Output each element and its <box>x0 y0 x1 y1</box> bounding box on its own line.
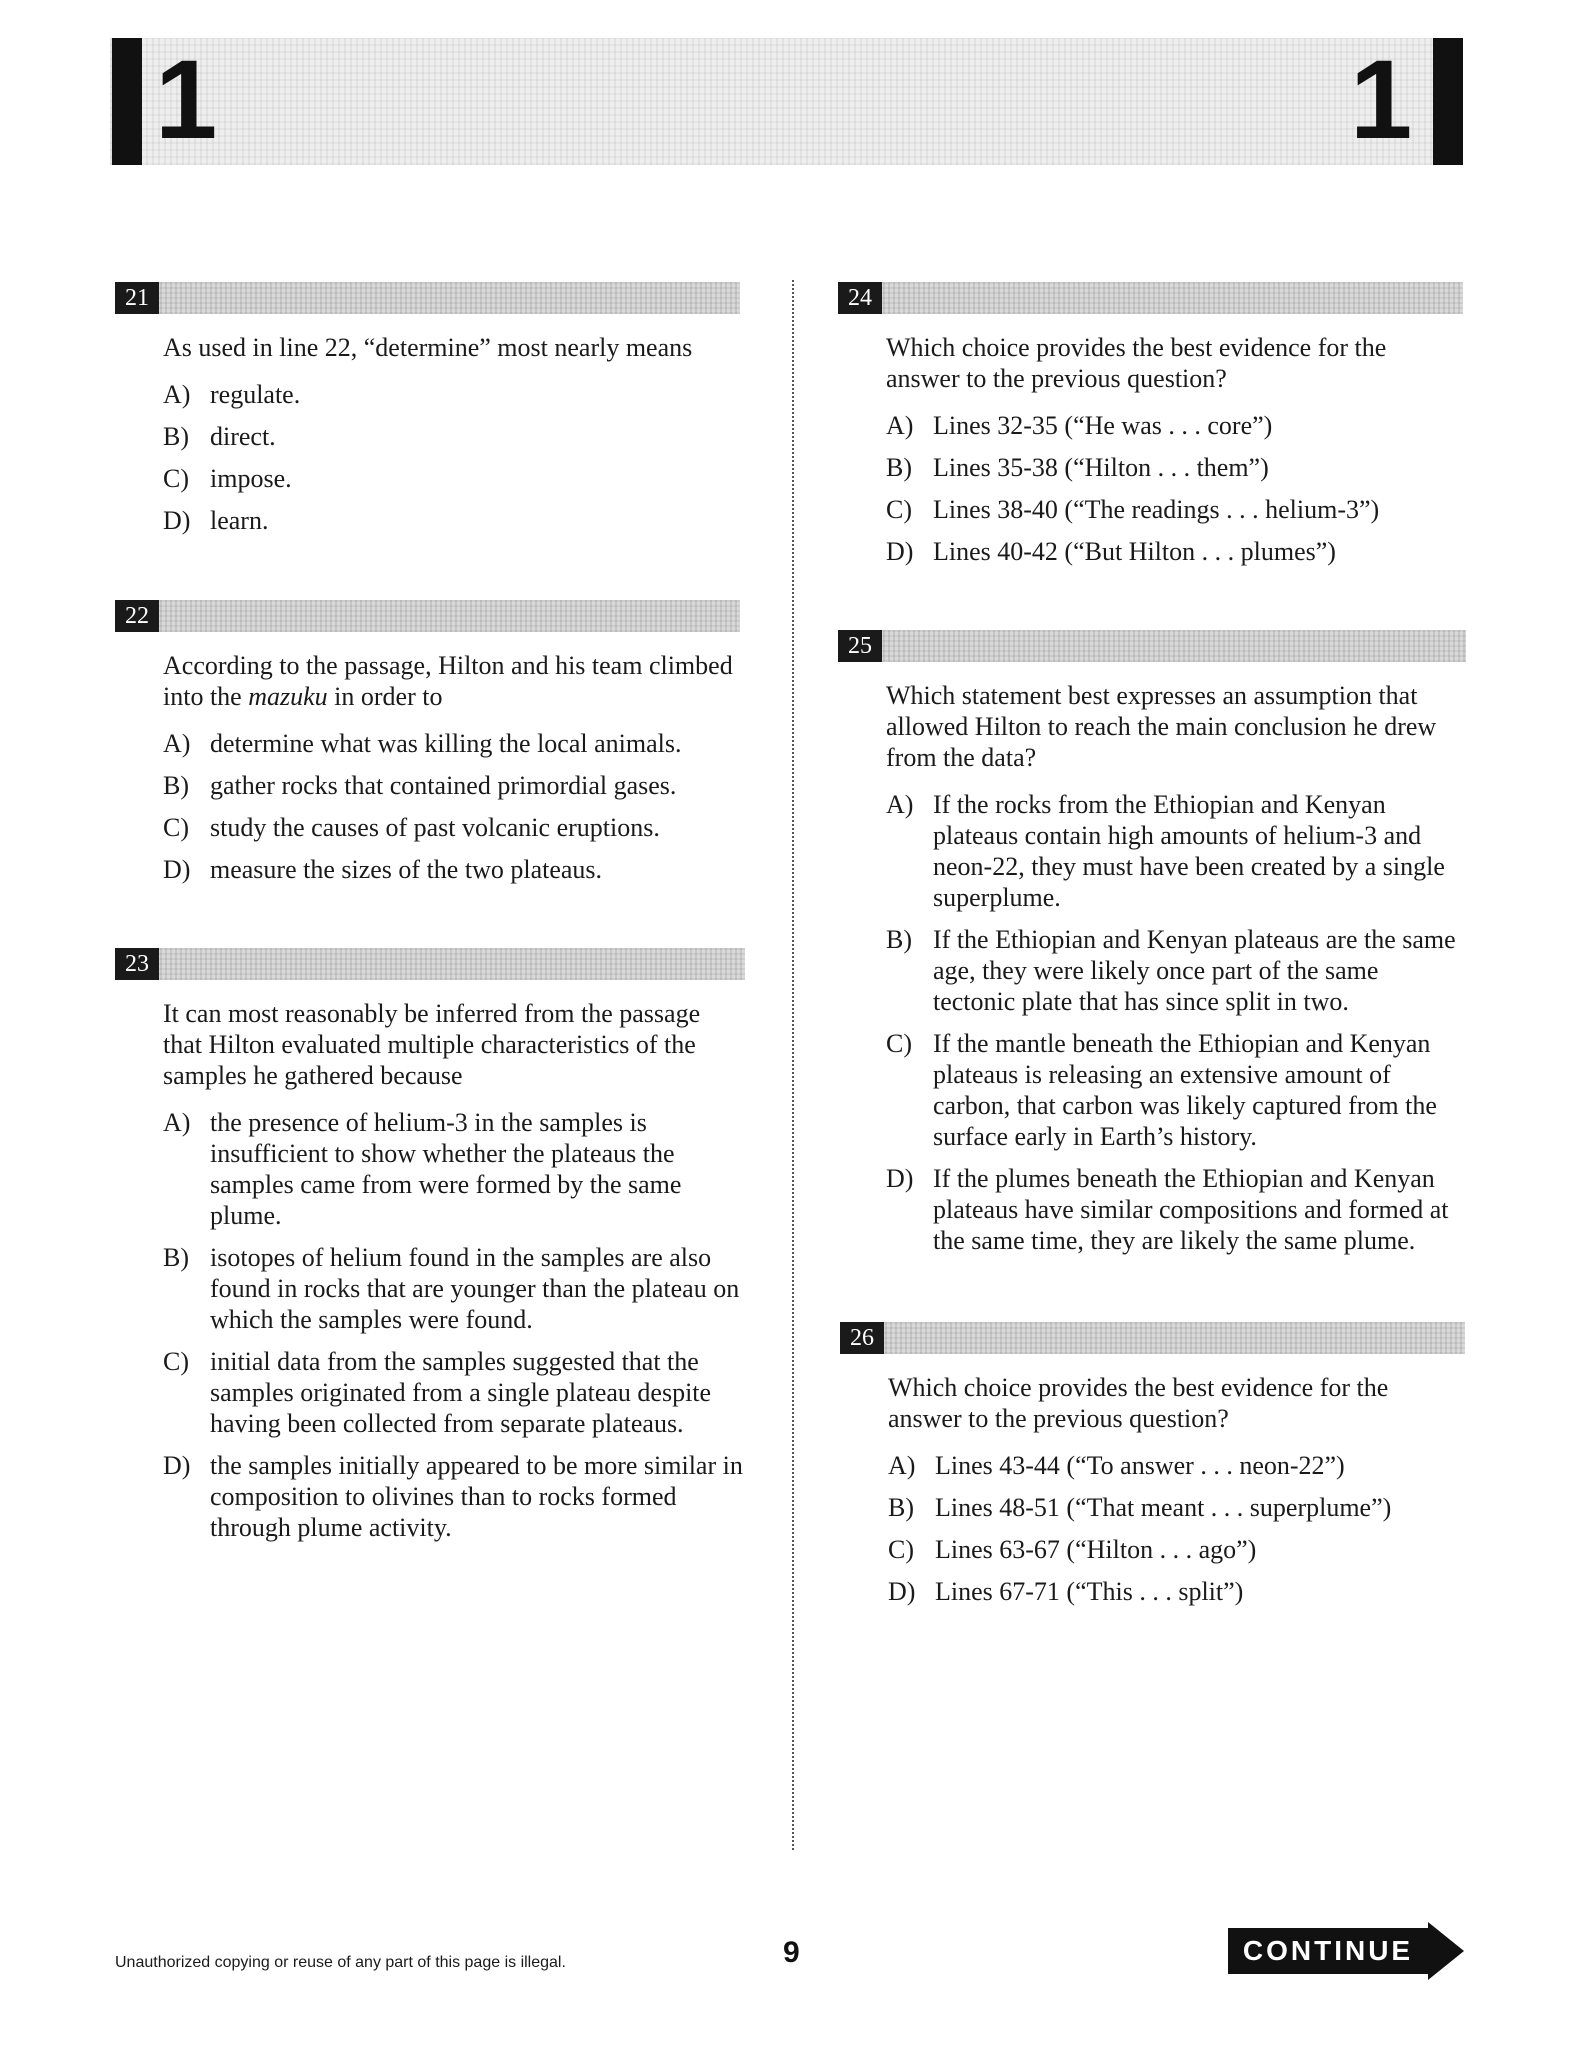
choice-text: the presence of helium-3 in the samples is insufficient to show whether the plateaus the samples came from were formed by the same plume. <box>210 1108 682 1230</box>
answer-choices <box>163 1107 745 1543</box>
choice-letter: C) <box>886 495 912 524</box>
section-marker-bar-left <box>112 38 142 165</box>
choice-letter: D) <box>886 1164 914 1193</box>
answer-choice-c[interactable] <box>886 1028 1466 1152</box>
choice-text: study the causes of past volcanic eruptions. <box>210 813 660 842</box>
question-number: 26 <box>840 1322 884 1354</box>
question-header-bar <box>840 1322 1465 1354</box>
question-stem: Which choice provides the best evidence for the answer to the previous question? <box>888 1373 1389 1433</box>
stem-text: According to the passage, Hilton and his team climbed into the <box>163 651 733 711</box>
copyright-notice: Unauthorized copying or reuse of any part of this page is illegal. <box>115 1954 566 1971</box>
answer-choice-d[interactable] <box>886 536 1463 567</box>
question-number: 21 <box>115 282 159 314</box>
question-stem: As used in line 22, “determine” most nearly means <box>163 333 693 362</box>
question-number: 22 <box>115 600 159 632</box>
section-marker-bar-right <box>1433 38 1463 165</box>
choice-letter: D) <box>163 506 191 535</box>
choice-text: impose. <box>210 464 292 493</box>
answer-choices <box>163 728 740 885</box>
choice-letter: A) <box>886 411 914 440</box>
choice-letter: B) <box>163 422 189 451</box>
choice-text: If the plumes beneath the Ethiopian and Kenyan plateaus have similar compositions and formed at the same time, they are likely the same plume. <box>933 1164 1449 1255</box>
choice-letter: A) <box>888 1451 916 1480</box>
answer-choice-a[interactable] <box>886 789 1466 913</box>
choice-text: isotopes of helium found in the samples are also found in rocks that are younger than the plateau on which the samples were found. <box>210 1243 740 1334</box>
choice-text: Lines 40-42 (“But Hilton . . . plumes”) <box>933 537 1336 566</box>
answer-choice-c[interactable] <box>163 812 740 843</box>
choice-text: Lines 35-38 (“Hilton . . . them”) <box>933 453 1269 482</box>
answer-choice-a[interactable] <box>163 728 740 759</box>
question-21 <box>115 282 740 547</box>
column-divider <box>792 280 794 1850</box>
stem-text-end: in order to <box>327 682 443 711</box>
choice-letter: C) <box>163 464 189 493</box>
section-header-band <box>110 38 1460 165</box>
choice-letter: B) <box>163 1243 189 1272</box>
page-number: 9 <box>783 1936 800 1969</box>
section-number-right: 1 <box>1350 37 1413 162</box>
question-25 <box>838 630 1466 1267</box>
question-header-bar <box>115 282 740 314</box>
question-22 <box>115 600 740 896</box>
choice-text: direct. <box>210 422 276 451</box>
choice-letter: A) <box>163 729 191 758</box>
choice-letter: A) <box>163 1108 191 1137</box>
question-header-bar <box>115 948 745 980</box>
choice-letter: D) <box>888 1577 916 1606</box>
choice-letter: A) <box>886 790 914 819</box>
answer-choice-b[interactable] <box>163 421 740 452</box>
answer-choice-b[interactable] <box>886 924 1466 1017</box>
choice-text: Lines 63-67 (“Hilton . . . ago”) <box>935 1535 1257 1564</box>
answer-choice-b[interactable] <box>163 1242 745 1335</box>
question-header-bar <box>115 600 740 632</box>
continue-button[interactable] <box>1228 1922 1468 1980</box>
answer-choice-b[interactable] <box>163 770 740 801</box>
question-header-bar <box>838 282 1463 314</box>
answer-choice-c[interactable] <box>163 463 740 494</box>
question-number: 23 <box>115 948 159 980</box>
choice-letter: B) <box>886 453 912 482</box>
question-stem: Which statement best expresses an assumption that allowed Hilton to reach the main conclusion he drew from the data? <box>886 681 1437 772</box>
choice-letter: C) <box>886 1029 912 1058</box>
continue-label: CONTINUE <box>1242 1935 1414 1966</box>
choice-letter: C) <box>888 1535 914 1564</box>
question-number: 24 <box>838 282 882 314</box>
choice-text: measure the sizes of the two plateaus. <box>210 855 603 884</box>
choice-text: regulate. <box>210 380 301 409</box>
choice-text: Lines 67-71 (“This . . . split”) <box>935 1577 1244 1606</box>
choice-text: gather rocks that contained primordial gases. <box>210 771 677 800</box>
answer-choice-a[interactable] <box>888 1450 1465 1481</box>
answer-choice-d[interactable] <box>163 854 740 885</box>
choice-text: Lines 38-40 (“The readings . . . helium-3”) <box>933 495 1380 524</box>
question-23 <box>115 948 745 1554</box>
question-number: 25 <box>838 630 882 662</box>
answer-choices <box>886 410 1463 567</box>
question-stem: It can most reasonably be inferred from the passage that Hilton evaluated multiple characteristics of the samples he gathered because <box>163 999 701 1090</box>
question-header-bar <box>838 630 1466 662</box>
choice-text: Lines 32-35 (“He was . . . core”) <box>933 411 1273 440</box>
choice-letter: D) <box>886 537 914 566</box>
question-24 <box>838 282 1463 578</box>
answer-choices <box>163 379 740 536</box>
section-number-left: 1 <box>155 37 218 162</box>
choice-letter: B) <box>886 925 912 954</box>
answer-choice-c[interactable] <box>888 1534 1465 1565</box>
answer-choice-c[interactable] <box>163 1346 745 1439</box>
choice-text: the samples initially appeared to be more similar in composition to olivines than to rocks formed through plume activity. <box>210 1451 743 1542</box>
question-stem: Which choice provides the best evidence for the answer to the previous question? <box>886 333 1387 393</box>
choice-letter: D) <box>163 855 191 884</box>
choice-letter: B) <box>163 771 189 800</box>
answer-choice-d[interactable] <box>886 1163 1466 1256</box>
choice-text: Lines 43-44 (“To answer . . . neon-22”) <box>935 1451 1345 1480</box>
answer-choice-a[interactable] <box>163 1107 745 1231</box>
answer-choice-b[interactable] <box>886 452 1463 483</box>
question-26 <box>840 1322 1465 1618</box>
choice-letter: A) <box>163 380 191 409</box>
choice-letter: B) <box>888 1493 914 1522</box>
choice-text: learn. <box>210 506 269 535</box>
answer-choice-d[interactable] <box>163 505 740 536</box>
answer-choices <box>888 1450 1465 1607</box>
question-stem <box>163 650 740 712</box>
choice-text: initial data from the samples suggested that the samples originated from a single plateau despite having been collected from separate plateaus. <box>210 1347 712 1438</box>
choice-text: If the Ethiopian and Kenyan plateaus are the same age, they were likely once part of the same tectonic plate that has since split in two. <box>933 925 1456 1016</box>
answer-choice-c[interactable] <box>886 494 1463 525</box>
choice-text: Lines 48-51 (“That meant . . . superplume”) <box>935 1493 1392 1522</box>
answer-choice-b[interactable] <box>888 1492 1465 1523</box>
stem-italic-term: mazuku <box>248 682 328 711</box>
choice-letter: C) <box>163 1347 189 1376</box>
choice-text: If the rocks from the Ethiopian and Kenyan plateaus contain high amounts of helium-3 and neon-22, they must have been created by a single superplume. <box>933 790 1445 912</box>
answer-choice-d[interactable] <box>163 1450 745 1543</box>
choice-letter: C) <box>163 813 189 842</box>
answer-choices <box>886 789 1466 1256</box>
choice-letter: D) <box>163 1451 191 1480</box>
answer-choice-d[interactable] <box>888 1576 1465 1607</box>
choice-text: determine what was killing the local animals. <box>210 729 682 758</box>
choice-text: If the mantle beneath the Ethiopian and Kenyan plateaus is releasing an extensive amount of carbon, that carbon was likely captured from the surface early in Earth’s history. <box>933 1029 1437 1151</box>
answer-choice-a[interactable] <box>163 379 740 410</box>
answer-choice-a[interactable] <box>886 410 1463 441</box>
